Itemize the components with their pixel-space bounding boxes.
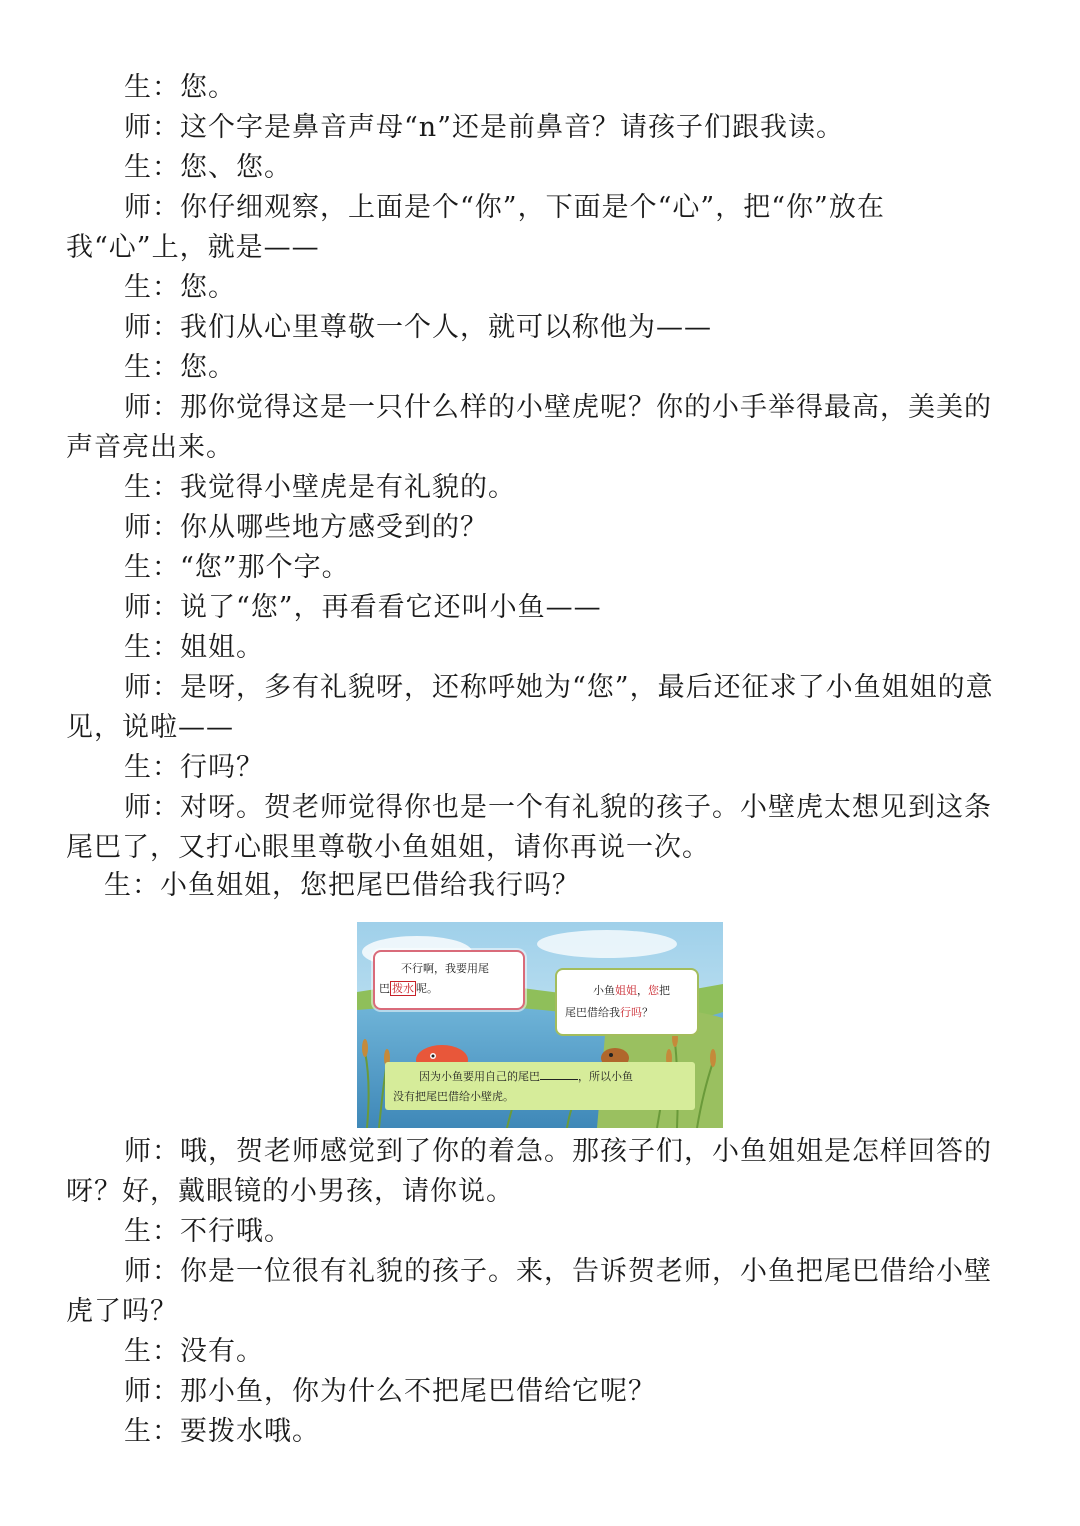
dialogue-line: 生：您。 [124, 272, 236, 303]
dialogue-line: 师：我们从心里尊敬一个人，就可以称他为—— [124, 312, 712, 343]
fish-speech-line [379, 980, 438, 997]
dialogue-line: 生：您。 [124, 352, 236, 383]
dialogue-line: 师：是呀，多有礼貌呀，还称呼她为“您”，最后还征求了小鱼姐姐的意见，说啦—— [66, 672, 994, 743]
dialogue-line: 生：没有。 [124, 1336, 264, 1367]
dialogue-line: 师：说了“您”，再看看它还叫小鱼—— [124, 592, 602, 623]
gecko-speech-text: 尾巴借给我 [565, 1006, 620, 1019]
gecko-speech-text: 把 [659, 984, 670, 997]
dialogue-line: 生：姐姐。 [124, 632, 264, 663]
gecko-speech-text: ， [637, 984, 648, 997]
dialogue-line: 生：不行哦。 [124, 1216, 292, 1247]
dialogue-line: 师：对呀。贺老师觉得你也是一个有礼貌的孩子。小壁虎太想见到这条尾巴了，又打心眼里尊敬小鱼姐姐，请你再说一次。 [66, 792, 992, 863]
caption-text: ，所以小鱼 [578, 1070, 633, 1083]
caption-text: 因为小鱼要用自己的尾巴 [419, 1070, 540, 1083]
dialogue-line: 师：这个字是鼻音声母“n”还是前鼻音？请孩子们跟我读。 [124, 112, 844, 143]
dialogue-line: 师：那小鱼，你为什么不把尾巴借给它呢？ [124, 1376, 656, 1407]
gecko-speech-line [565, 1004, 653, 1021]
highlighted-word: 姐姐 [615, 984, 637, 997]
highlighted-word: 您 [648, 984, 659, 997]
dialogue-line: 生：行吗？ [124, 752, 264, 783]
highlighted-word: 行吗 [620, 1006, 642, 1019]
fish-speech-text: 巴 [379, 982, 390, 995]
dialogue-line: 生：要拨水哦。 [124, 1416, 320, 1447]
answer-blank [540, 1069, 578, 1080]
lesson-illustration [357, 922, 723, 1128]
dialogue-line: 生：我觉得小壁虎是有礼貌的。 [124, 472, 516, 503]
fish-speech-bubble [373, 950, 525, 1010]
dialogue-line: 师：哦，贺老师感觉到了你的着急。那孩子们，小鱼姐姐是怎样回答的呀？好，戴眼镜的小男孩，请你说。 [66, 1136, 992, 1207]
gecko-speech-bubble [555, 968, 699, 1036]
dialogue-line: 生：您、您。 [124, 152, 292, 183]
gecko-speech-line [593, 982, 670, 999]
fish-speech-line: 不行啊，我要用尾 [401, 962, 489, 975]
dialogue-line: 师：你是一位很有礼貌的孩子。来，告诉贺老师，小鱼把尾巴借给小壁虎了吗？ [66, 1256, 992, 1327]
dialogue-line: 生：“您”那个字。 [124, 552, 350, 583]
caption-line: 没有把尾巴借给小壁虎。 [393, 1090, 514, 1103]
gecko-speech-text: ？ [642, 1006, 653, 1019]
caption-line [419, 1068, 633, 1085]
dialogue-line: 师：那你觉得这是一只什么样的小壁虎呢？你的小手举得最高，美美的声音亮出来。 [66, 392, 992, 463]
fill-in-caption [385, 1062, 695, 1110]
highlighted-word: 拨水 [392, 982, 414, 995]
fish-speech-text: 呢。 [416, 982, 438, 995]
dialogue-line: 师：你仔细观察，上面是个“你”，下面是个“心”，把“你”放在我“心”上，就是—— [66, 192, 885, 263]
gecko-speech-text: 小鱼 [593, 984, 615, 997]
dialogue-line: 生：小鱼姐姐，您把尾巴借给我行吗？ [104, 870, 580, 901]
dialogue-line: 师：你从哪些地方感受到的？ [124, 512, 488, 543]
dialogue-line: 生：您。 [124, 72, 236, 103]
